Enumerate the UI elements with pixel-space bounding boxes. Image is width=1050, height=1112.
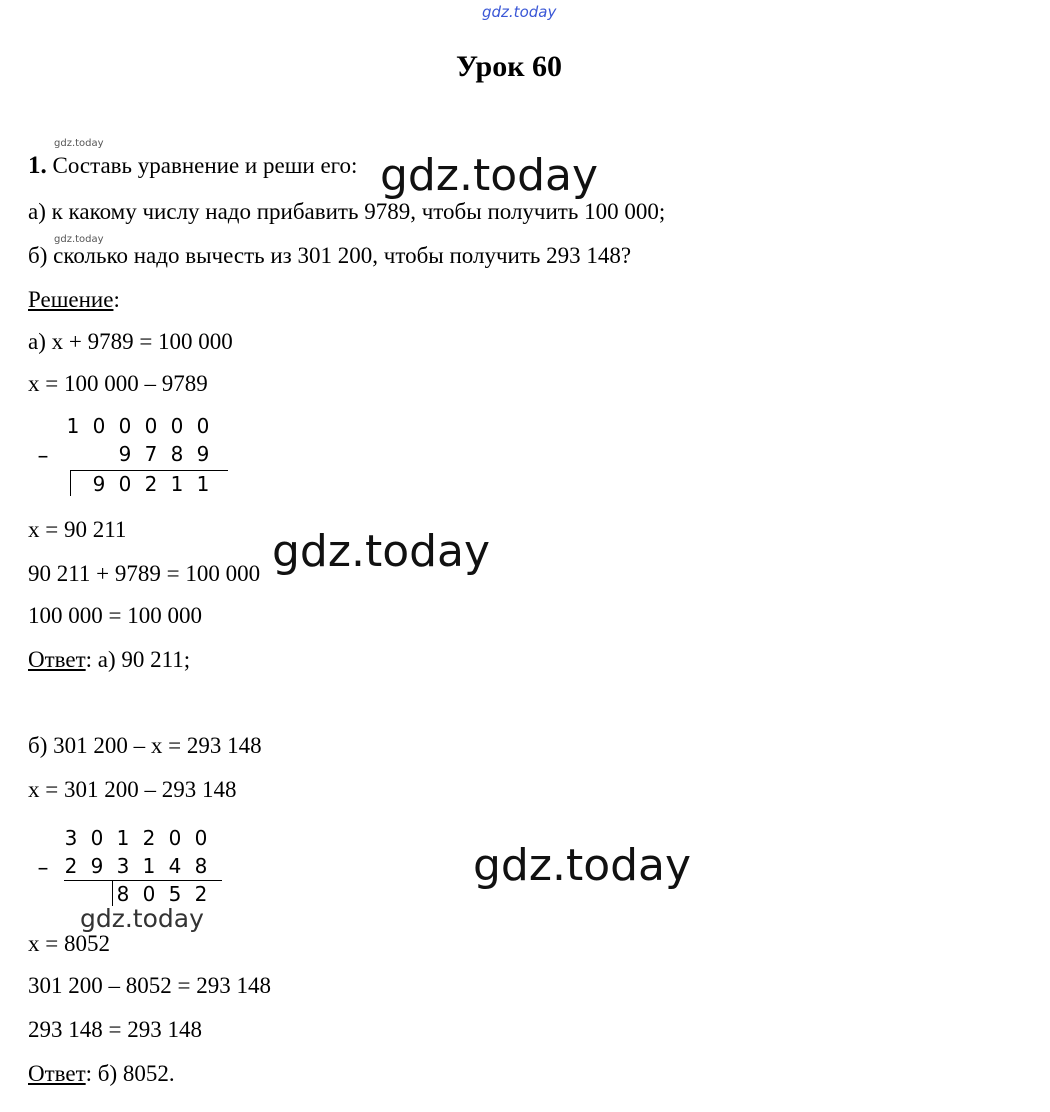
task-b: б) сколько надо вычесть из 301 200, чтобы получить 293 148? xyxy=(28,243,632,268)
column-digit: 9 xyxy=(90,854,104,878)
column-digit: 1 xyxy=(116,826,130,850)
column-digit: 0 xyxy=(92,414,106,438)
column-digit: 7 xyxy=(144,442,158,466)
b-column-difference xyxy=(110,882,214,906)
column-digit: 1 xyxy=(170,472,184,496)
a-column-difference xyxy=(86,472,216,496)
column-digit: 8 xyxy=(194,854,208,878)
column-digit: 5 xyxy=(168,882,182,906)
a-column-minuend xyxy=(60,414,216,438)
column-digit: – xyxy=(37,444,49,469)
b-column-subtrahend xyxy=(58,854,214,878)
a-answer xyxy=(28,646,190,674)
column-digit: 0 xyxy=(194,826,208,850)
column-digit: 1 xyxy=(196,472,210,496)
watermark-small-2: gdz.today xyxy=(54,234,104,245)
b-check-equality: 293 148 = 293 148 xyxy=(28,1017,202,1042)
b-column-underline xyxy=(64,880,222,881)
a-column-subtrahend xyxy=(112,442,216,466)
column-digit: 8 xyxy=(170,442,184,466)
page-title: Урок 60 xyxy=(456,50,563,83)
column-digit: 9 xyxy=(92,472,106,496)
column-digit: 0 xyxy=(142,882,156,906)
task-a: а) к какому числу надо прибавить 9789, чтобы получить 100 000; xyxy=(28,199,666,224)
a-answer-label: Ответ xyxy=(28,647,86,672)
task-prompt: Составь уравнение и реши его: xyxy=(52,153,358,178)
column-digit: 0 xyxy=(170,414,184,438)
column-digit: 4 xyxy=(168,854,182,878)
b-expression: x = 301 200 – 293 148 xyxy=(28,777,237,802)
b-column-minus-sign xyxy=(30,856,56,881)
column-digit: 0 xyxy=(118,472,132,496)
solution-label-line xyxy=(28,286,120,314)
b-check: 301 200 – 8052 = 293 148 xyxy=(28,973,271,998)
a-column-subtraction xyxy=(30,412,240,502)
watermark-small-1: gdz.today xyxy=(54,138,104,149)
b-result: x = 8052 xyxy=(28,931,110,956)
column-digit: – xyxy=(37,856,49,881)
column-digit: 0 xyxy=(144,414,158,438)
solution-colon: : xyxy=(113,287,120,312)
a-result: x = 90 211 xyxy=(28,517,127,542)
column-digit: 0 xyxy=(196,414,210,438)
b-answer-label: Ответ xyxy=(28,1061,86,1086)
b-equation: б) 301 200 – x = 293 148 xyxy=(28,733,262,758)
a-check-equality: 100 000 = 100 000 xyxy=(28,603,202,628)
column-digit: 2 xyxy=(64,854,78,878)
watermark-large-2: gdz.today xyxy=(272,526,491,577)
a-equation: а) x + 9789 = 100 000 xyxy=(28,329,233,354)
task-number: 1. xyxy=(28,152,47,179)
b-column-subtraction xyxy=(30,824,240,914)
column-digit: 0 xyxy=(168,826,182,850)
column-digit: 0 xyxy=(118,414,132,438)
solution-label: Решение xyxy=(28,287,114,312)
b-answer-text: : б) 8052. xyxy=(85,1061,175,1086)
column-digit: 1 xyxy=(66,414,80,438)
column-digit: 2 xyxy=(194,882,208,906)
a-expression: x = 100 000 – 9789 xyxy=(28,371,208,396)
watermark-medium: gdz.today xyxy=(80,904,204,933)
column-digit: 0 xyxy=(90,826,104,850)
column-digit: 9 xyxy=(196,442,210,466)
task-header xyxy=(28,152,357,180)
watermark-top: gdz.today xyxy=(482,3,557,21)
column-digit: 2 xyxy=(142,826,156,850)
column-digit: 2 xyxy=(144,472,158,496)
column-digit: 1 xyxy=(142,854,156,878)
b-column-minuend xyxy=(58,826,214,850)
column-digit: 8 xyxy=(116,882,130,906)
a-column-bracket xyxy=(70,470,71,496)
a-answer-text: : а) 90 211; xyxy=(85,647,191,672)
watermark-large-1: gdz.today xyxy=(380,150,599,201)
a-column-underline xyxy=(70,470,228,471)
a-column-minus-sign xyxy=(30,444,56,469)
column-digit: 3 xyxy=(116,854,130,878)
column-digit: 9 xyxy=(118,442,132,466)
b-answer xyxy=(28,1060,175,1088)
column-digit: 3 xyxy=(64,826,78,850)
watermark-large-3: gdz.today xyxy=(473,840,692,891)
a-check: 90 211 + 9789 = 100 000 xyxy=(28,561,261,586)
